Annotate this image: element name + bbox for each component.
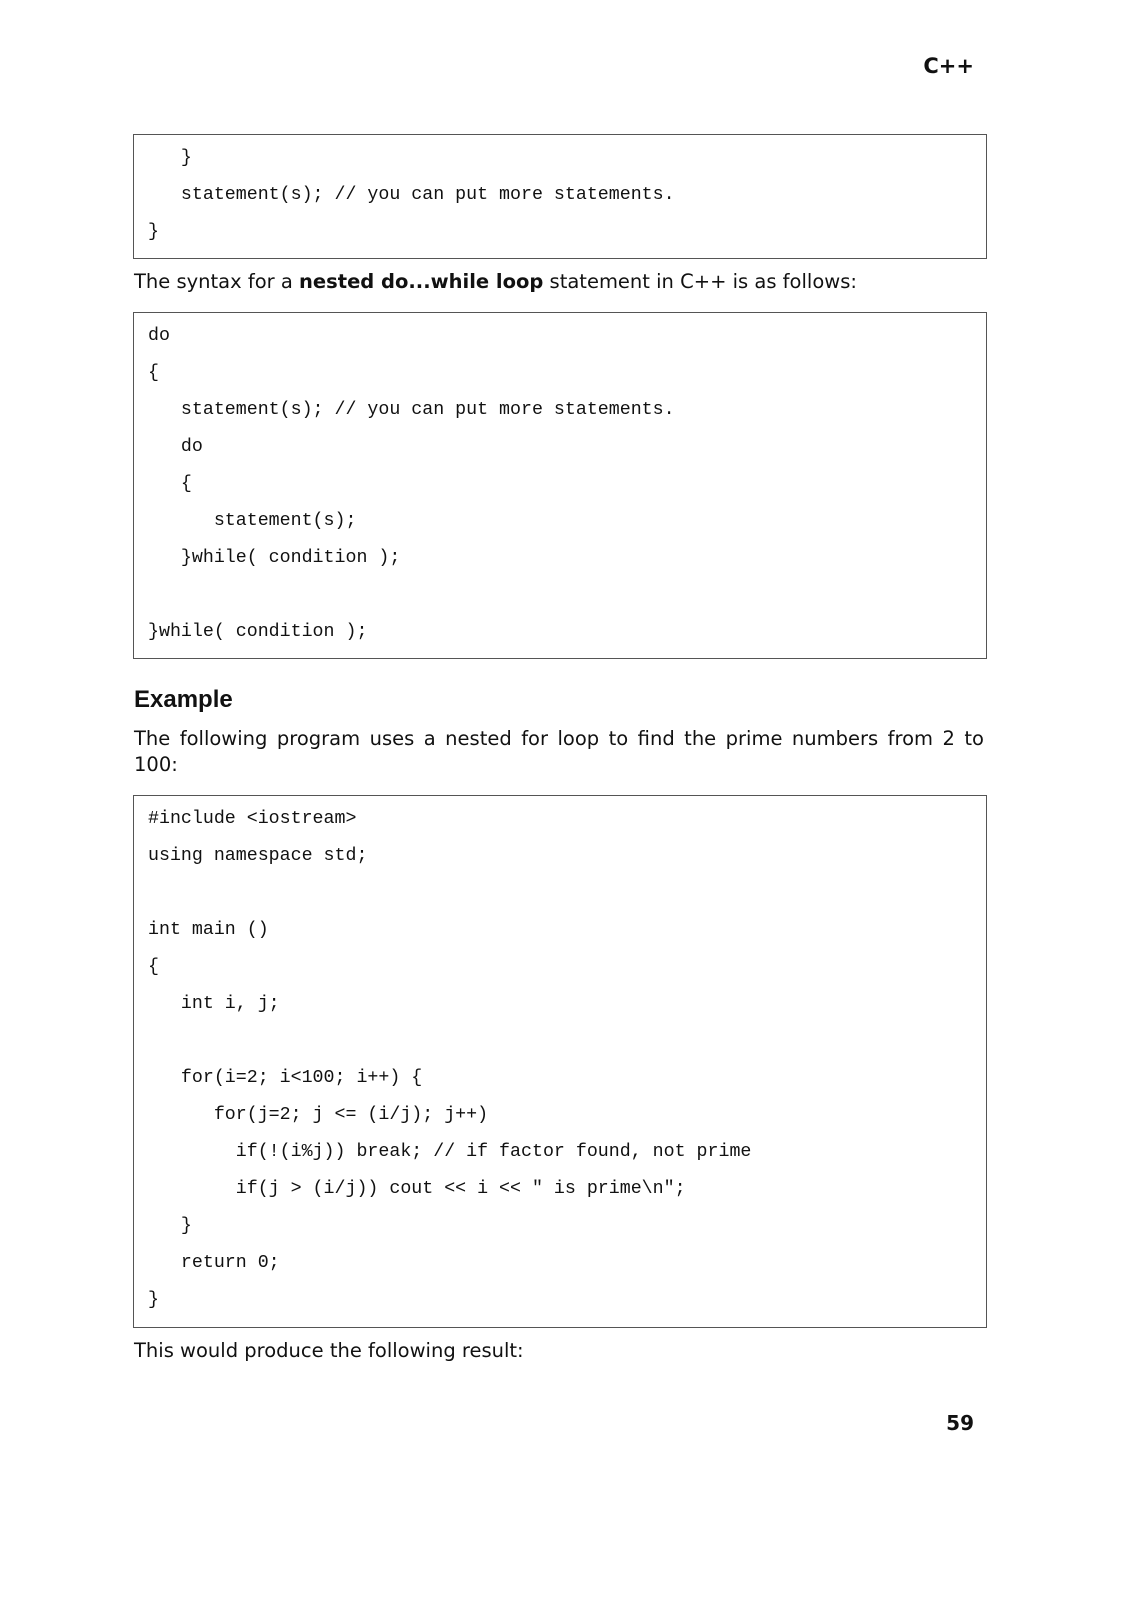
code-line: }while( condition ); (148, 622, 368, 642)
code-line: { (148, 957, 159, 977)
code-line: using namespace std; (148, 846, 368, 866)
code-line: if(j > (i/j)) cout << i << " is prime\n"; (148, 1179, 686, 1199)
code-block-nested-do-while (133, 312, 987, 659)
syntax-intro-paragraph (134, 269, 984, 295)
code-line: if(!(i%j)) break; // if factor found, not prime (148, 1142, 752, 1162)
code-line: } (148, 1216, 192, 1236)
code-line: #include <iostream> (148, 809, 357, 829)
example-description: The following program uses a nested for loop to find the prime numbers from 2 to 100: (134, 727, 984, 776)
code-line: int main () (148, 920, 269, 940)
code-line: for(j=2; j <= (i/j); j++) (148, 1105, 489, 1125)
code-line: int i, j; (148, 994, 280, 1014)
code-line: { (148, 474, 192, 494)
code-line: { (148, 363, 159, 383)
code-line: statement(s); (148, 511, 357, 531)
section-heading: Example (134, 686, 233, 713)
bold-term: nested do...while loop (299, 270, 544, 293)
code-line: for(i=2; i<100; i++) { (148, 1068, 423, 1088)
code-line: } (148, 1290, 159, 1310)
text: The syntax for a (134, 270, 300, 293)
code-line (148, 577, 986, 614)
code-line: } (148, 148, 192, 168)
code-line: do (148, 437, 203, 457)
code-line: statement(s); // you can put more statements. (148, 185, 675, 205)
code-block-prime-program (133, 795, 987, 1328)
code-line: do (148, 326, 170, 346)
running-header: C++ (923, 54, 974, 78)
text: statement in C++ is as follows: (543, 270, 857, 293)
page-number: 59 (946, 1411, 974, 1435)
code-block-nested-while-end (133, 134, 987, 259)
code-line: return 0; (148, 1253, 280, 1273)
code-line (148, 1023, 986, 1060)
code-line: statement(s); // you can put more statements. (148, 400, 675, 420)
code-line (148, 875, 986, 912)
code-line: } (148, 222, 159, 242)
result-intro-paragraph: This would produce the following result: (134, 1339, 524, 1362)
code-line: }while( condition ); (148, 548, 401, 568)
